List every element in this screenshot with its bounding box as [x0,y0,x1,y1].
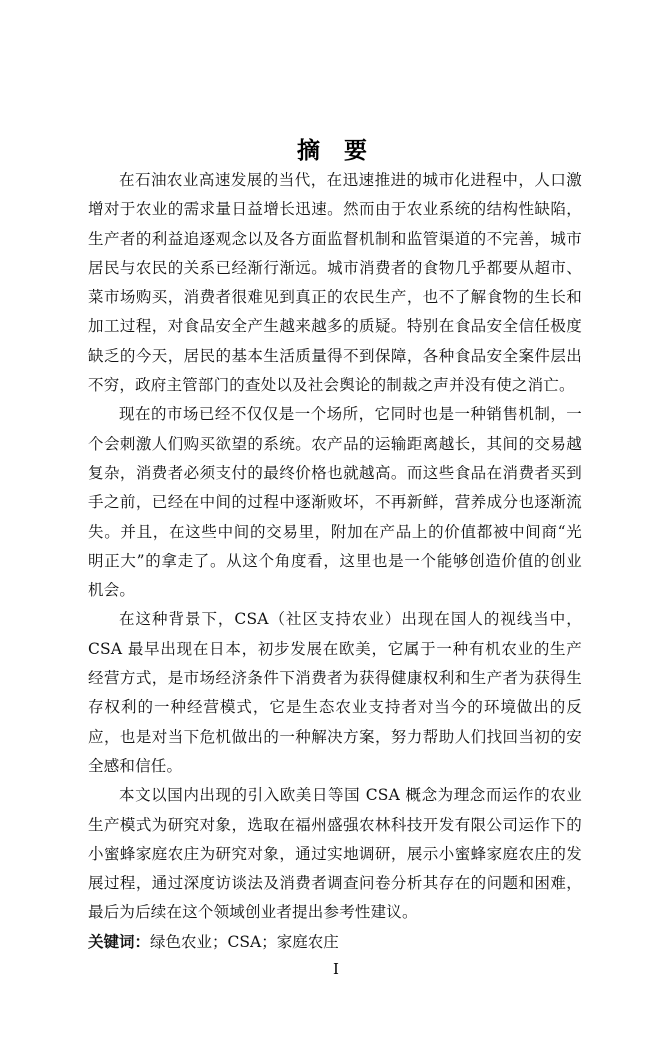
page-title: 摘 要 [296,138,375,164]
keywords-label: 关键词： [88,932,151,951]
abstract-body [88,166,582,957]
page-number: I [333,960,339,978]
abstract-paragraph-2: 现在的市场已经不仅仅是一个场所，它同时也是一种销售机制，一个会刺激人们购买欲望的系统。农产品的运输距离越长，其间的交易越复杂，消费者必须支付的最终价格也就越高。而这些食品在消费者买到手之前，已经在中间的过程中逐渐败坏，不再新鲜，营养成分也逐渐流失。并且，在这些中间的交易里，附加在产品上的价值都被中间商“光明正大”的拿走了。从这个角度看，这里也是一个能够创造价值的创业机会。 [88,405,582,600]
abstract-paragraph-3: 在这种背景下，CSA（社区支持农业）出现在国人的视线当中，CSA 最早出现在日本，初步发展在欧美，它属于一种有机农业的生产经营方式，是市场经济条件下消费者为获得健康权利和生产者为获得生存权利的一种经营模式，它是生态农业支持者对当今的环境做出的反应，也是对当下危机做出的一种解决方案，努力帮助人们找回当初的安全感和信任。 [88,610,582,775]
abstract-paragraph-1: 在石油农业高速发展的当代，在迅速推进的城市化进程中，人口激增对于农业的需求量日益增长迅速。然而由于农业系统的结构性缺陷，生产者的利益追逐观念以及各方面监督机制和监管渠道的不完善，城市居民与农民的关系已经渐行渐远。城市消费者的食物几乎都要从超市、菜市场购买，消费者很难见到真正的农民生产，也不了解食物的生长和加工过程，对食品安全产生越来越多的质疑。特别在食品安全信任极度缺乏的今天，居民的基本生活质量得不到保障，各种食品安全案件层出不穷，政府主管部门的查处以及社会舆论的制裁之声并没有使之消亡。 [88,171,582,395]
abstract-paragraph-4: 本文以国内出现的引入欧美日等国 CSA 概念为理念而运作的农业生产模式为研究对象，选取在福州盛强农林科技开发有限公司运作下的小蜜蜂家庭农庄为研究对象，通过实地调研，展示小蜜蜂家庭农庄的发展过程，通过深度访谈法及消费者调查问卷分析其存在的问题和困难，最后为后续在这个领域创业者提出参考性建议。 [88,786,582,922]
keywords-text: 绿色农业；CSA；家庭农庄 [150,932,339,951]
keywords-line [88,928,582,957]
